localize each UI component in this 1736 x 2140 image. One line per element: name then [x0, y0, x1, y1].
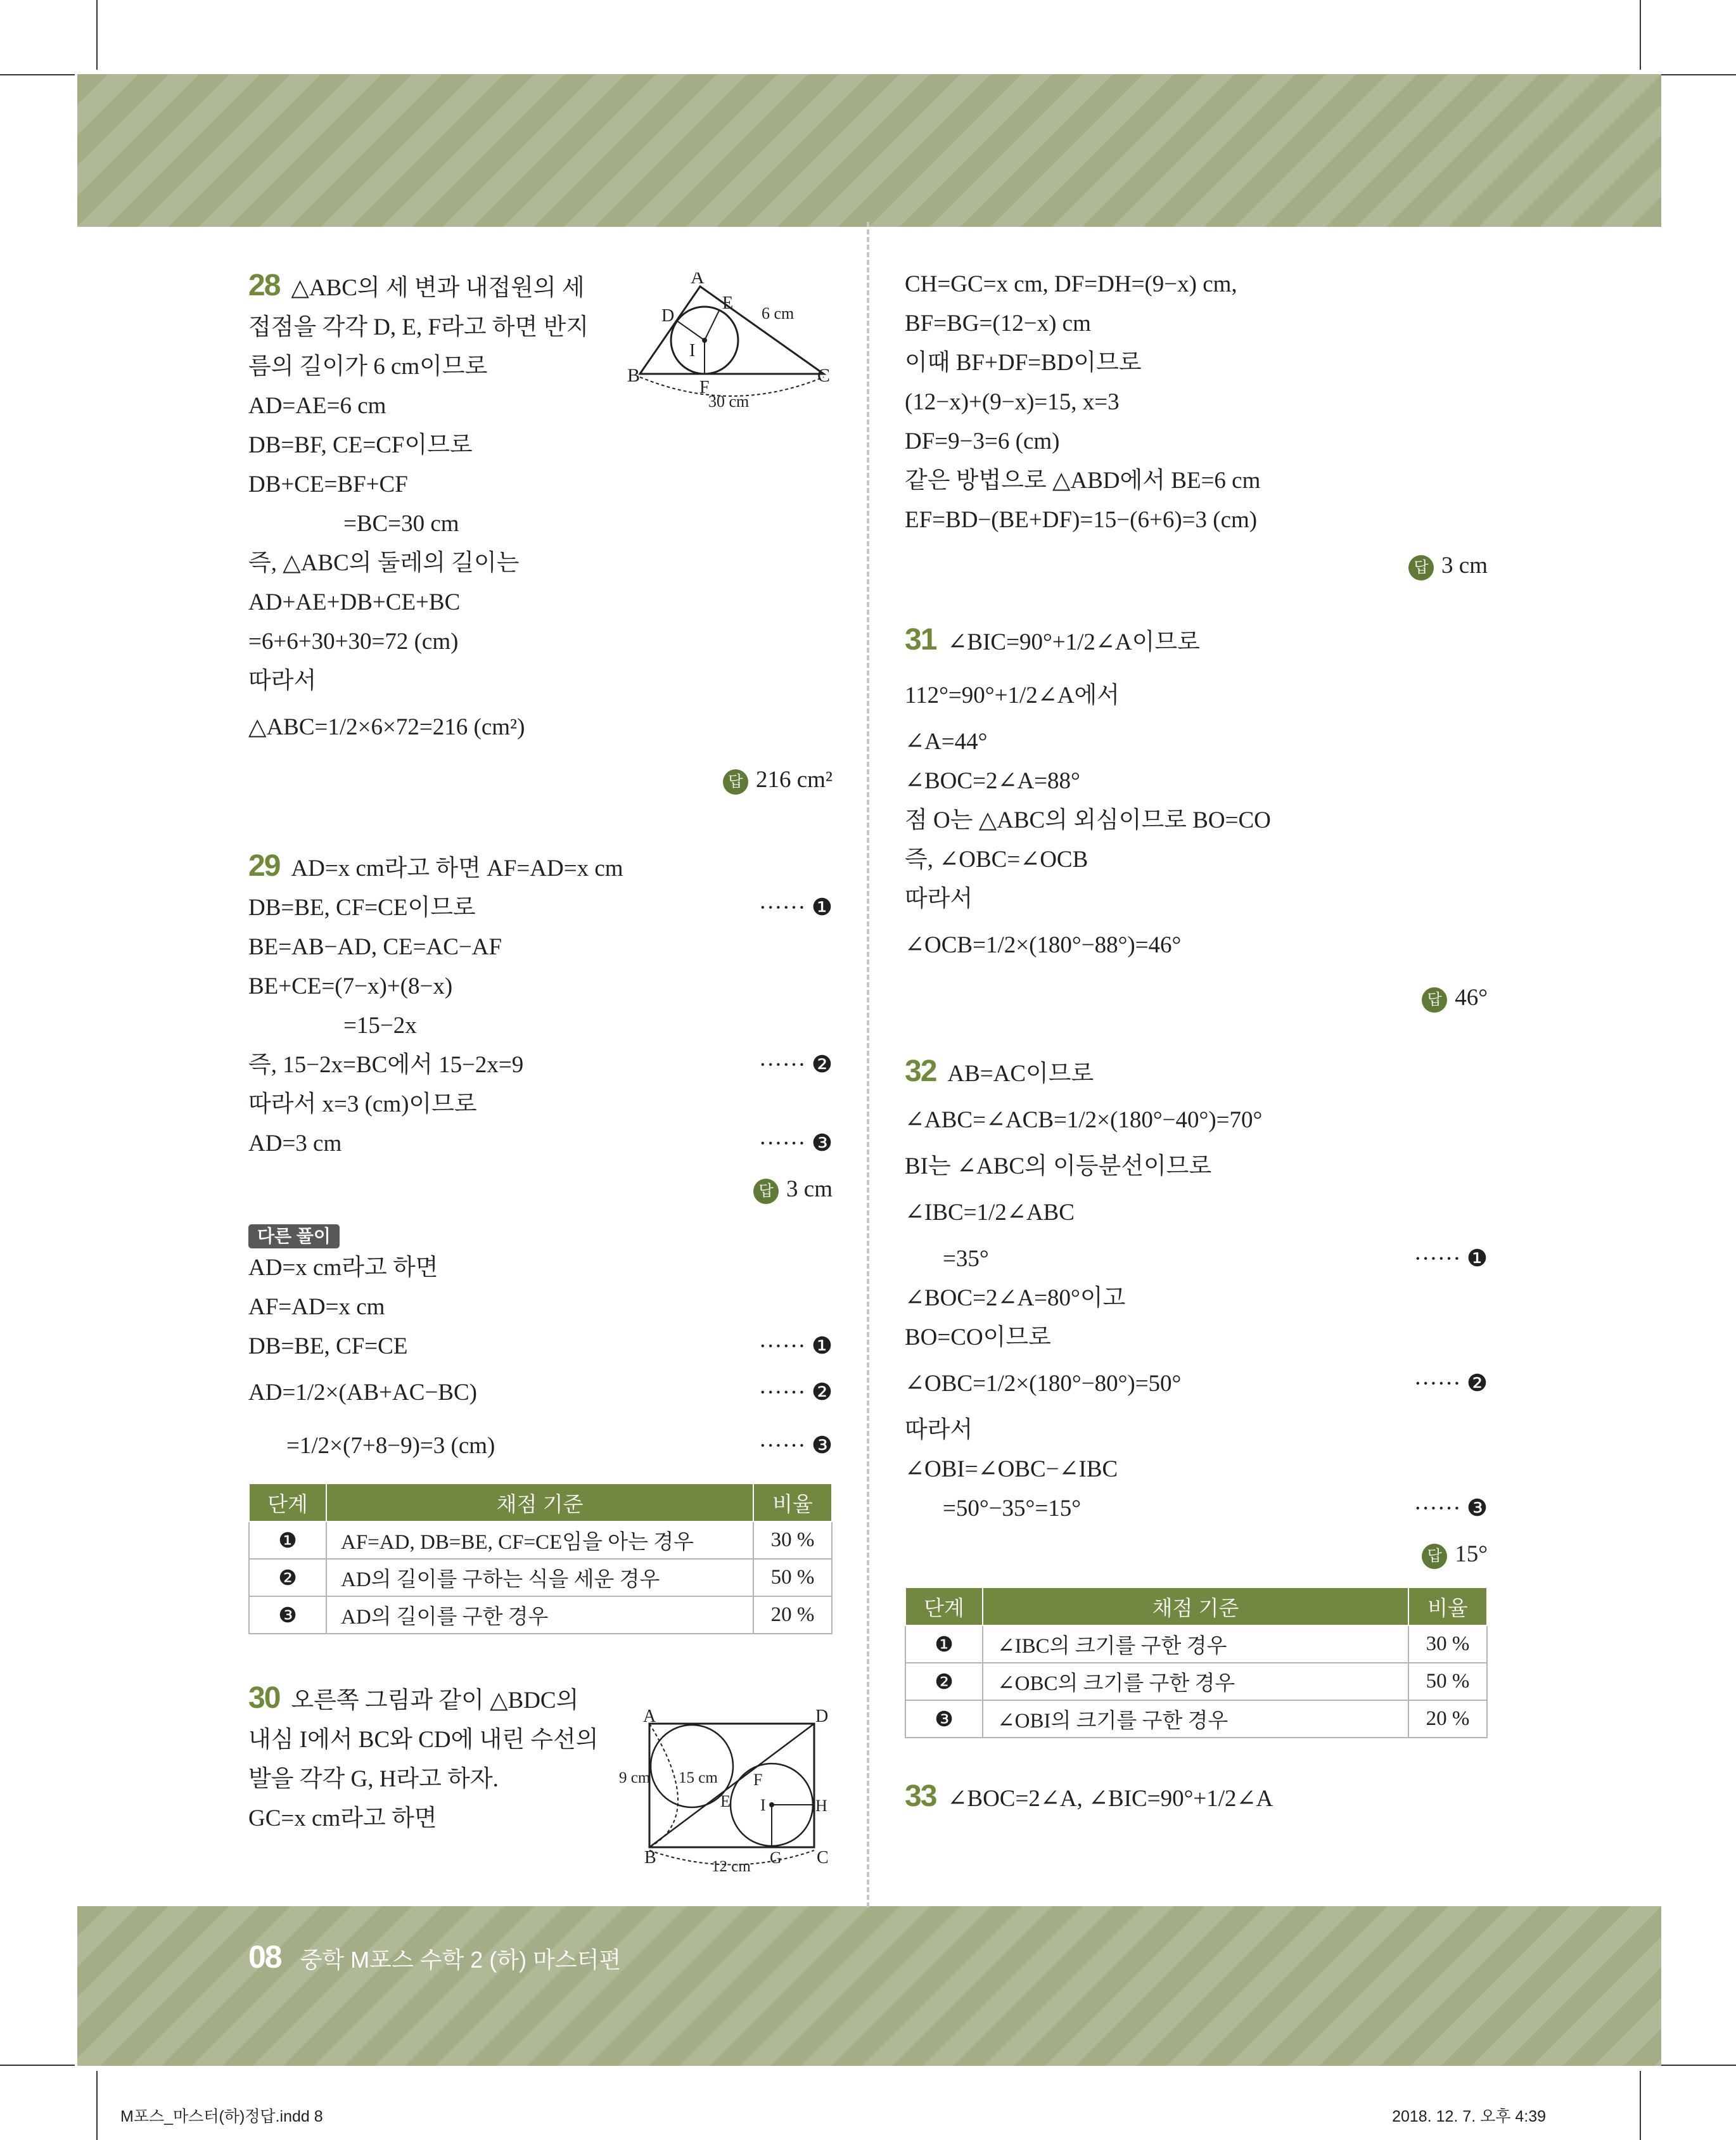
- ratio-cell: 20 %: [753, 1596, 832, 1634]
- right-column: [905, 265, 1488, 1826]
- problem-29: [248, 847, 833, 1634]
- grading-table: [248, 1483, 833, 1634]
- step-mark: ······ ❸: [758, 1131, 833, 1156]
- solution-line: AD=3 cm: [248, 1131, 342, 1156]
- ratio-cell: 50 %: [753, 1559, 832, 1596]
- triangle-incircle-figure: [627, 272, 843, 421]
- solution-line: BI는 ∠ABC의 이등분선이므로: [905, 1153, 1212, 1179]
- solution-line: 따라서 x=3 (cm)이므로: [248, 1091, 477, 1117]
- step-cell: ❸: [905, 1700, 983, 1738]
- table-header: 채점 기준: [326, 1483, 753, 1522]
- point-e-label: E: [720, 1792, 731, 1810]
- crop-mark: [1640, 2071, 1641, 2140]
- solution-line: 즉, ∠OBC=∠OCB: [905, 847, 1088, 873]
- solution-line: =50°−35°=15°: [943, 1496, 1081, 1522]
- table-header: 비율: [753, 1483, 832, 1522]
- crop-mark: [96, 2071, 98, 2140]
- problem-32: [905, 1052, 1488, 1738]
- incenter-i-label: I: [760, 1796, 766, 1814]
- print-file-name: M포스_마스터(하)정답.indd 8: [120, 2108, 323, 2125]
- step-mark: ······ ❸: [758, 1433, 833, 1459]
- solution-line: BE=AB−AD, CE=AC−AF: [248, 934, 502, 960]
- solution-line: EF=BD−(BE+DF)=15−(6+6)=3 (cm): [905, 507, 1258, 533]
- solution-line: ∠ABC=∠ACB=1/2×(180°−40°)=70°: [905, 1107, 1263, 1133]
- solution-line: 오른쪽 그림과 같이 △BDC의: [291, 1688, 579, 1714]
- answer-value: 46°: [1455, 985, 1488, 1011]
- problem-33: [905, 1770, 1488, 1826]
- solution-line: DB+CE=BF+CF: [248, 471, 408, 497]
- solution-line: ∠BOC=2∠A=80°이고: [905, 1285, 1126, 1311]
- criterion-cell: AF=AD, DB=BE, CF=CE임을 아는 경우: [326, 1522, 753, 1559]
- solution-line: ∠OBC=1/2×(180°−80°)=50°: [905, 1371, 1182, 1397]
- ratio-cell: 30 %: [1408, 1625, 1487, 1663]
- answer-value: 3 cm: [786, 1176, 833, 1202]
- table-header: 단계: [905, 1587, 983, 1625]
- book-title: 중학 M포스 수학 2 (하) 마스터편: [300, 1947, 622, 1973]
- table-header: 단계: [249, 1483, 326, 1522]
- table-row: [905, 1625, 1487, 1663]
- solution-line: 발을 각각 G, H라고 하자.: [248, 1766, 499, 1792]
- solution-line: AF=AD=x cm: [248, 1294, 385, 1320]
- vertex-b-label: B: [644, 1848, 656, 1868]
- solution-line: 이때 BF+DF=BD이므로: [905, 350, 1142, 376]
- vertex-b-label: B: [627, 365, 641, 386]
- table-row: [249, 1559, 832, 1596]
- step-mark: ······ ❷: [758, 1380, 833, 1406]
- solution-line: (12−x)+(9−x)=15, x=3: [905, 389, 1120, 415]
- point-f-label: F: [753, 1771, 763, 1789]
- problem-number: 28: [248, 269, 280, 302]
- table-header: 비율: [1408, 1587, 1487, 1625]
- solution-line: ∠OBI=∠OBC−∠IBC: [905, 1456, 1118, 1482]
- solution-line: 즉, △ABC의 둘레의 길이는: [248, 550, 520, 576]
- answer-badge: 답: [1408, 555, 1434, 580]
- step-mark: ······ ❶: [758, 1333, 833, 1359]
- footer-band: [77, 1906, 1661, 2066]
- diagonal-length-label: 15 cm: [679, 1769, 718, 1786]
- problem-number: 29: [248, 849, 280, 883]
- crop-mark: [1640, 0, 1641, 70]
- base-length-label: 12 cm: [712, 1858, 751, 1875]
- incenter-i-label: I: [689, 341, 696, 361]
- criterion-cell: AD의 길이를 구하는 식을 세운 경우: [326, 1559, 753, 1596]
- solution-line: =15−2x: [343, 1013, 417, 1039]
- answer: [905, 1532, 1488, 1577]
- solution-line: △ABC=1/2×6×72=216 (cm²): [248, 714, 525, 740]
- solution-line: ∠OCB=1/2×(180°−88°)=46°: [905, 932, 1182, 958]
- criterion-cell: ∠IBC의 크기를 구한 경우: [983, 1625, 1408, 1663]
- solution-line: ∠BOC=2∠A, ∠BIC=90°+1/2∠A: [947, 1786, 1273, 1812]
- solution-line: AD=x cm라고 하면: [248, 1255, 438, 1281]
- answer-value: 15°: [1455, 1541, 1488, 1567]
- solution-line: 내심 I에서 BC와 CD에 내린 수선의: [248, 1727, 599, 1753]
- solution-line: AD=x cm라고 하면 AF=AD=x cm: [291, 855, 623, 881]
- column-divider: [867, 222, 869, 1907]
- solution-line: CH=GC=x cm, DF=DH=(9−x) cm,: [905, 271, 1237, 297]
- solution-line: DF=9−3=6 (cm): [905, 428, 1060, 454]
- solution-line: ∠A=44°: [905, 729, 988, 755]
- problem-number: 30: [248, 1681, 280, 1715]
- crop-mark: [0, 74, 75, 75]
- problem-number: 31: [905, 623, 936, 657]
- side-length-label: 9 cm: [619, 1769, 651, 1786]
- ratio-cell: 50 %: [1408, 1663, 1487, 1700]
- step-mark: ······ ❶: [758, 895, 833, 921]
- answer: [248, 1167, 833, 1212]
- base-length-label: 30 cm: [708, 392, 750, 411]
- solution-line: BO=CO이므로: [905, 1324, 1051, 1350]
- step-mark: ······ ❷: [758, 1052, 833, 1078]
- solution-line: =1/2×(7+8−9)=3 (cm): [286, 1433, 495, 1459]
- step-cell: ❷: [905, 1663, 983, 1700]
- vertex-c-label: C: [817, 1848, 829, 1868]
- answer: [248, 758, 833, 802]
- left-column: [248, 266, 833, 1838]
- solution-line: AB=AC이므로: [947, 1061, 1094, 1087]
- problem-30-continued: [905, 265, 1488, 588]
- answer-badge: 답: [723, 769, 748, 795]
- solution-line: ∠IBC=1/2∠ABC: [905, 1200, 1075, 1226]
- vertex-c-label: C: [817, 365, 831, 386]
- step-cell: ❸: [249, 1596, 326, 1634]
- vertex-a-label: A: [643, 1708, 656, 1726]
- step-mark: ······ ❷: [1414, 1371, 1488, 1397]
- print-file-date: 2018. 12. 7. 오후 4:39: [1392, 2108, 1546, 2125]
- point-h-label: H: [815, 1797, 827, 1815]
- radius-label: 6 cm: [762, 304, 795, 323]
- solution-line: ∠BIC=90°+1/2∠A이므로: [947, 629, 1200, 655]
- step-mark: ······ ❸: [1414, 1496, 1488, 1522]
- solution-line: =6+6+30+30=72 (cm): [248, 629, 459, 655]
- header-band: [77, 74, 1661, 227]
- solution-line: BF=BG=(12−x) cm: [905, 311, 1091, 336]
- crop-mark: [96, 0, 98, 70]
- criterion-cell: AD의 길이를 구한 경우: [326, 1596, 753, 1634]
- answer: [905, 976, 1488, 1020]
- page-number: 08: [248, 1939, 281, 1975]
- answer-badge: 답: [1422, 1544, 1447, 1569]
- solution-line: 즉, 15−2x=BC에서 15−2x=9: [248, 1052, 524, 1078]
- solution-line: 112°=90°+1/2∠A에서: [905, 682, 1120, 708]
- step-mark: ······ ❶: [1414, 1246, 1488, 1272]
- table-header: 채점 기준: [983, 1587, 1408, 1625]
- table-row: [905, 1700, 1487, 1738]
- table-row: [905, 1663, 1487, 1700]
- criterion-cell: ∠OBI의 크기를 구한 경우: [983, 1700, 1408, 1738]
- crop-mark: [1661, 2065, 1736, 2066]
- crop-mark: [0, 2065, 75, 2066]
- solution-line: DB=BF, CE=CF이므로: [248, 432, 473, 458]
- ratio-cell: 20 %: [1408, 1700, 1487, 1738]
- answer-badge: 답: [753, 1179, 779, 1204]
- solution-line: DB=BE, CF=CE이므로: [248, 895, 476, 921]
- problem-number: 33: [905, 1779, 936, 1813]
- solution-line: △ABC의 세 변과 내접원의 세: [291, 275, 585, 301]
- answer-value: 3 cm: [1441, 553, 1488, 579]
- solution-line: 점 O는 △ABC의 외심이므로 BO=CO: [905, 807, 1271, 833]
- step-cell: ❷: [249, 1559, 326, 1596]
- criterion-cell: ∠OBC의 크기를 구한 경우: [983, 1663, 1408, 1700]
- solution-line: 같은 방법으로 △ABD에서 BE=6 cm: [905, 468, 1261, 494]
- rectangle-incircles-figure: [618, 1708, 833, 1882]
- point-e-label: E: [722, 293, 734, 313]
- step-cell: ❶: [249, 1522, 326, 1559]
- answer-value: 216 cm²: [755, 767, 833, 793]
- ratio-cell: 30 %: [753, 1522, 832, 1559]
- alt-solution-badge: 다른 풀이: [248, 1224, 340, 1248]
- solution-line: ∠BOC=2∠A=88°: [905, 768, 1080, 794]
- problem-31: [905, 613, 1488, 1020]
- solution-line: AD=1/2×(AB+AC−BC): [248, 1380, 477, 1406]
- answer-badge: 답: [1422, 987, 1447, 1013]
- solution-line: AD+AE+DB+CE+BC: [248, 589, 461, 615]
- point-d-label: D: [661, 306, 675, 326]
- vertex-d-label: D: [815, 1708, 829, 1726]
- solution-line: 접점을 각각 D, E, F라고 하면 반지: [248, 314, 589, 340]
- solution-line: 름의 길이가 6 cm이므로: [248, 354, 488, 380]
- solution-line: GC=x cm라고 하면: [248, 1805, 437, 1831]
- solution-line: 따라서: [248, 668, 317, 694]
- grading-table: [905, 1587, 1488, 1738]
- step-cell: ❶: [905, 1625, 983, 1663]
- table-row: [249, 1522, 832, 1559]
- solution-line: 따라서: [905, 1417, 973, 1443]
- solution-line: 따라서: [905, 886, 973, 912]
- problem-number: 32: [905, 1054, 936, 1088]
- vertex-a-label: A: [691, 272, 705, 288]
- solution-line: =35°: [943, 1246, 989, 1272]
- point-g-label: G: [770, 1848, 782, 1867]
- crop-mark: [1661, 74, 1736, 75]
- footer-title: [248, 1938, 621, 1979]
- answer: [905, 544, 1488, 588]
- solution-line: DB=BE, CF=CE: [248, 1333, 408, 1359]
- solution-line: =BC=30 cm: [343, 511, 459, 537]
- table-row: [249, 1596, 832, 1634]
- solution-line: BE+CE=(7−x)+(8−x): [248, 973, 453, 999]
- solution-line: AD=AE=6 cm: [248, 393, 386, 419]
- point-f-label: F: [699, 378, 710, 397]
